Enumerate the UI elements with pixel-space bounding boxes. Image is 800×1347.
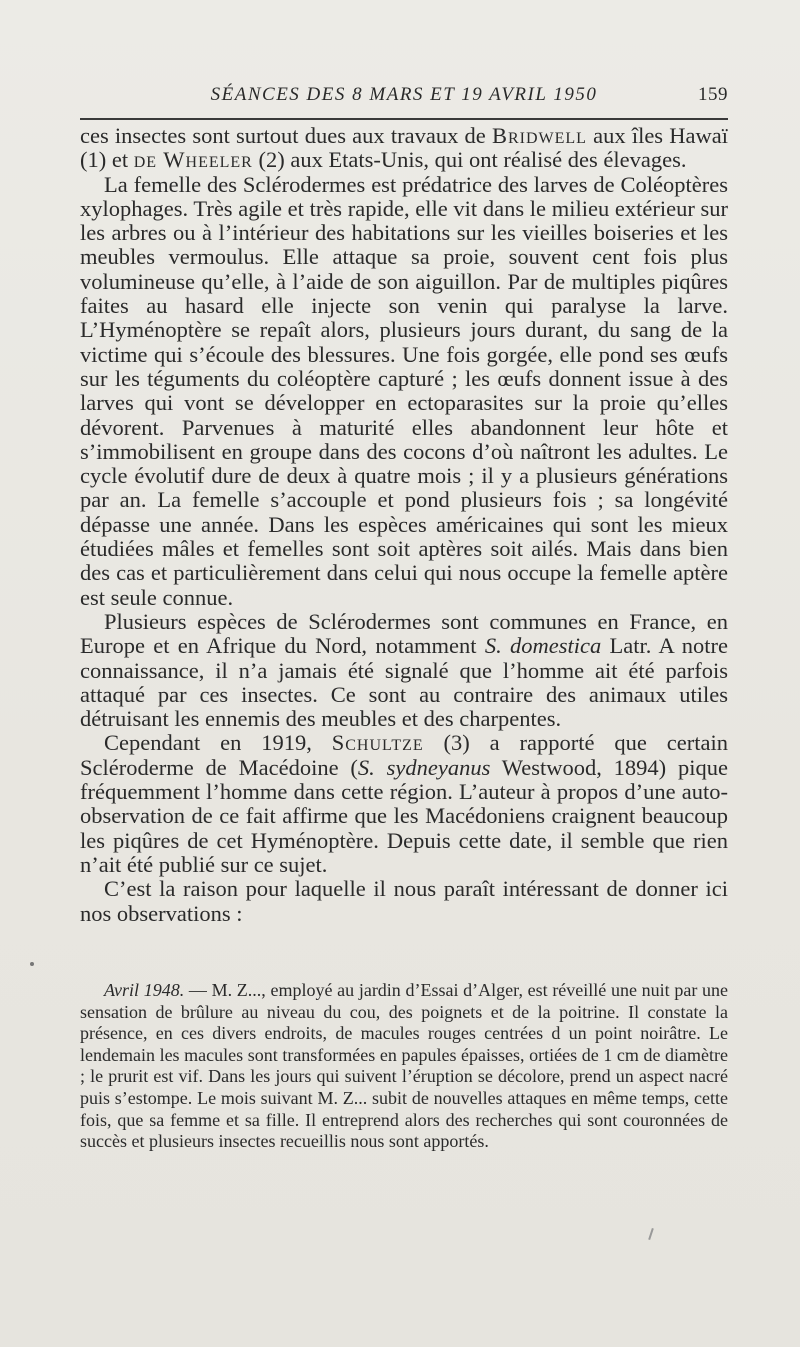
paragraph-1 (80, 124, 728, 173)
margin-mark (648, 1228, 654, 1240)
observation-date: Avril 1948. (104, 980, 185, 1000)
text-run: Plusieurs espèces de Sclérodermes sont communes en France, en Europe et en Afrique du Nord, notamment (80, 608, 728, 659)
species-name: S. domestica (484, 633, 602, 659)
text-run: (2) aux Etats-Unis, qui ont réalisé des élevages. (252, 147, 687, 173)
paragraph-3 (80, 610, 728, 731)
paragraph-5 (80, 877, 728, 926)
author-name-schultze: Schultze (331, 730, 424, 756)
text-run: ces insectes sont surtout dues aux travaux de (80, 123, 492, 148)
paragraph-2 (80, 173, 728, 610)
running-title: SÉANCES DES 8 MARS ET 19 AVRIL 1950 (210, 84, 598, 105)
text-run: La femelle des Sclérodermes est prédatrice des larves de Coléoptères xylophages. Très agile et très rapide, elle vit dans le milieu extérieur sur les arbres ou à l’intérieur des habitations sur les vieilles boiseries et les meubles vermoulus. Elle attaque sa proie, souvent cent fois plus volumineuse qu’elle, à l’aide de son aiguillon. Par de multiples piqûres faites au hasard elle injecte son venin qui paralyse la larve. L’Hyménoptère se repaît alors, plusieurs jours durant, du sang de la victime qui s’écoule des blessures. Une fois gorgée, elle pond ses œufs sur les téguments du coléoptère capturé ; les œufs donnent issue à des larves qui vont se développer en ectoparasites sur la proie qu’elles dévorent. Parvenues à maturité elles abandonnent leur hôte et s’immobilisent en groupe dans des cocons d’où naîtront les adultes. Le cycle évolutif dure de deux à quatre mois ; il y a plusieurs générations par an. La femelle s’accouple et pond plusieurs fois ; sa longévité dépasse une année. Dans les espèces américaines qui sont les mieux étudiées mâles et femelles sont soit aptères soit ailés. Mais dans bien des cas et particulièrement dans celui qui nous occupe la femelle aptère est seule connue. (80, 171, 728, 610)
text-run: Westwood, 1894) pique fréquemment l’homme dans cette région. L’auteur à propos d’une auto-observation de ce fait affirme que les Macédoniens craignent beaucoup les piqûres de cet Hyménoptère. Depuis cette date, il semble que rien n’ait été publié sur ce sujet. (80, 754, 728, 877)
observation-paragraph (80, 980, 728, 1153)
author-name-wheeler: de Wheeler (133, 147, 253, 173)
running-head (80, 84, 728, 112)
header-rule (80, 118, 728, 120)
species-name: S. sydneyanus (357, 754, 491, 780)
text-run: Latr. A notre connaissance, il n’a jamais été signalé que l’homme ait été parfois attaqué par ces insectes. Ce sont au contraire des animaux utiles détruisant les ennemis des meubles et des charpentes. (80, 633, 728, 732)
text-run: C’est la raison pour laquelle il nous paraît intéressant de donner ici nos observations : (80, 876, 728, 926)
page-number: 159 (698, 84, 728, 105)
body-text (80, 124, 728, 926)
text-run: (3) a rapporté que certain Scléroderme de Macédoine ( (80, 730, 728, 780)
author-name-bridwell: Bridwell (491, 123, 587, 148)
text-run: aux îles Hawaï (1) et (80, 123, 728, 173)
paragraph-4 (80, 731, 728, 877)
text-run: Cependant en 1919, (104, 730, 332, 756)
margin-dot (30, 962, 34, 966)
observation-text: — M. Z..., employé au jardin d’Essai d’Alger, est réveillé une nuit par une sensation de brûlure au niveau du cou, des poignets et de la poitrine. Il constate la présence, en ces divers endroits, de macules rouges centrées d un point noirâtre. Le lendemain les macules sont transformées en papules épaisses, ortiées de 1 cm de diamètre ; le prurit est vif. Dans les jours qui suivent l’éruption se décolore, prend un aspect nacré puis s’estompe. Le mois suivant M. Z... subit de nouvelles attaques en même temps, cette fois, que sa femme et sa fille. Il entreprend alors des recherches qui sont couronnées de succès et plusieurs insectes recueillis nous sont apportés. (80, 980, 729, 1152)
